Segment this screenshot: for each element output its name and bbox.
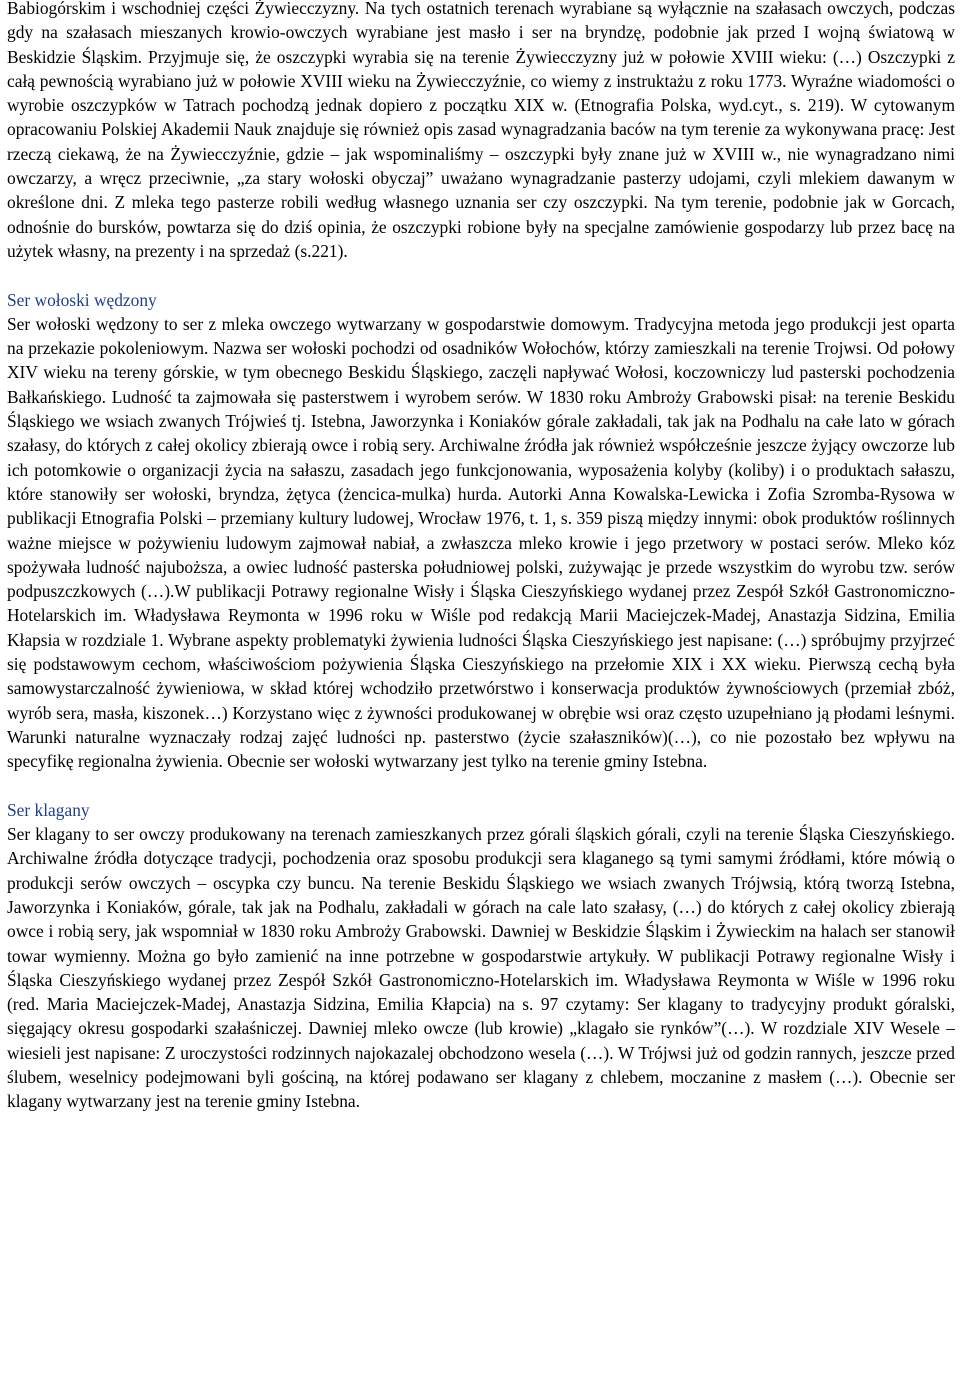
paragraph-spacer <box>7 263 955 287</box>
intro-paragraph: Babiogórskim i wschodniej części Żywiecczyzny. Na tych ostatnich terenach wyrabiane są wyłącznie na szałasach owczych, podczas gdy na szałasach mieszanych krowio-owczych wyrabiane jest masło i ser na bryndzę, podobnie jak przed I wojną światową w Beskidzie Śląskim. Przyjmuje się, że oszczypki wyrabia się na terenie Żywiecczyzny już w połowie XVIII wieku: (…) Oszczypki z całą pewnością wyrabiano już w połowie XVIII wieku na Żywiecczyźnie, co wiemy z instruktażu z roku 1773. Wyraźne wiadomości o wyrobie oszczypków w Tatrach pochodzą jednak dopiero z początku XIX w. (Etnografia Polska, wyd.cyt., s. 219). W cytowanym opracowaniu Polskiej Akademii Nauk znajduje się również opis zasad wynagradzania baców na tym terenie za wykonywana pracę: Jest rzeczą ciekawą, że na Żywiecczyźnie, gdzie – jak wspominaliśmy – oszczypki były znane już w XVIII w., nie wynagradzano nimi owczarzy, a wręcz przeciwnie, „za stary wołoski obyczaj” uważano wynagradzanie pasterzy udojami, czyli mlekiem dawanym w określone dni. Z mleka tego pasterze robili według własnego uznania ser czy oszczypki. Na tym terenie, podobnie jak w Gorcach, odnośnie do bursków, powtarza się do dziś opinia, że oszczypki robione były na specjalne zamówienie gospodarzy lub przez bacę na użytek własny, na prezenty i na sprzedaż (s.221). <box>7 0 955 261</box>
section-body-ser-klagany: Ser klagany to ser owczy produkowany na terenach zamieszkanych przez górali śląskich górali, czyli na terenie Śląska Cieszyńskiego. Archiwalne źródła dotyczące tradycji, pochodzenia oraz sposobu produkcji sera klaganego są tymi samymi źródłami, które mówią o produkcji serów owczych – oscypka czy buncu. Na terenie Beskidu Śląskiego we wsiach zwanych Trójwsią, którą tworzą Istebna, Jaworzynka i Koniaków, górale, tak jak na Podhalu, zakładali w górach na cale lato szałasy, (…) do których z całej okolicy zbierają owce i robią sery, jak wspomniał w 1830 roku Ambroży Grabowski. Dawniej w Beskidzie Śląskim i Żywieckim na halach ser stanowił towar wymienny. Można go było zamienić na inne potrzebne w gospodarstwie artykuły. W publikacji Potrawy regionalne Wisły i Śląska Cieszyńskiego wydanej przez Zespół Szkół Gastronomiczno-Hotelarskich im. Władysława Reymonta w Wiśle w 1996 roku (red. Maria Maciejczek-Madej, Anastazja Sidzina, Emilia Kłapcia) na s. 97 czytamy: Ser klagany to tradycyjny produkt góralski, sięgający okresu gospodarki szałaśniczej. Dawniej mleko owcze (lub krowie) „klagało sie rynków”(…). W rozdziale XIV Wesele – wiesieli jest napisane: Z uroczystości rodzinnych najokazalej obchodzono wesela (…). W Trójwsi już od godzin rannych, jeszcze przed ślubem, weselnicy podejmowani byli gościną, na której podawano ser klagany z chlebem, moczanine z masłem (…). Obecnie ser klagany wytwarzany jest na terenie gminy Istebna. <box>7 824 955 1112</box>
section-heading-ser-woloski: Ser wołoski wędzony <box>7 289 157 310</box>
section-body-ser-woloski: Ser wołoski wędzony to ser z mleka owczego wytwarzany w gospodarstwie domowym. Tradycyjna metoda jego produkcji jest oparta na przekazie pokoleniowym. Nazwa ser wołoski pochodzi od osadników Wołochów, którzy zamieszkali na terenie Trojwsi. Od połowy XIV wieku na tereny górskie, w tym obecnego Beskidu Śląskiego, zaczęli napływać Wołosi, koczowniczy lud pasterski pochodzenia Bałkańskiego. Ludność ta zajmowała się pasterstwem i wyrobem serów. W 1830 roku Ambroży Grabowski pisał: na terenie Beskidu Śląskiego we wsiach zwanych Trójwieś tj. Istebna, Jaworzynka i Koniaków górale zakładali, tak jak na Podhalu na całe lato w górach szałasy, do których z całej okolicy zbierają owce i robią sery. Archiwalne źródła jak również współcześnie jeszcze żyjący owczorze lub ich potomkowie o organizacji życia na sałaszu, zasadach jego funkcjonowania, wyposażenia kolyby (koliby) i o produktach sałaszu, które stanowiły ser wołoski, bryndza, żętyca (żencica-mulka) hurda. Autorki Anna Kowalska-Lewicka i Zofia Szromba-Rysowa w publikacji Etnografia Polski – przemiany kultury ludowej, Wrocław 1976, t. 1, s. 359 piszą między innymi: obok produktów roślinnych ważne miejsce w pożywieniu ludowym zajmował nabiał, a zwłaszcza mleko krowie i jego przetwory w postaci serów. Mleko kóz spożywała ludność najuboższa, a owiec ludność pasterska południowej polski, zużywając je przede wszystkim do wyrobu tzw. serów podpuszczkowych (…).W publikacji Potrawy regionalne Wisły i Śląska Cieszyńskiego wydanej przez Zespół Szkół Gastronomiczno-Hotelarskich im. Władysława Reymonta w 1996 roku w Wiśle pod redakcją Marii Maciejczek-Madej, Anastazja Sidzina, Emilia Kłapsia w rozdziale 1. Wybrane aspekty problematyki żywienia ludności Śląska Cieszyńskiego jest napisane: (…) spróbujmy przyjrzeć się podstawowym cechom, właściwościom pożywienia Śląska Cieszyńskiego na przełomie XIX i XX wieku. Pierwszą cechą była samowystarczalność żywieniowa, w skład której wchodziło przetwórstwo i konserwacja produktów żywnościowych (przemiał zbóż, wyrób sera, masła, kiszonek…) Korzystano więc z żywności produkowanej w obrębie wsi oraz często uzupełniano ją płodami leśnymi. Warunki naturalne wyznaczały rodzaj zajęć ludności np. pasterstwo (życie szałaszników)(…), co nie pozostało bez wpływu na specyfikę regionalna żywienia. Obecnie ser wołoski wytwarzany jest tylko na terenie gminy Istebna. <box>7 313 955 772</box>
document-page <box>7 0 955 1114</box>
section-heading-ser-klagany: Ser klagany <box>7 799 90 820</box>
paragraph-spacer <box>7 774 955 798</box>
